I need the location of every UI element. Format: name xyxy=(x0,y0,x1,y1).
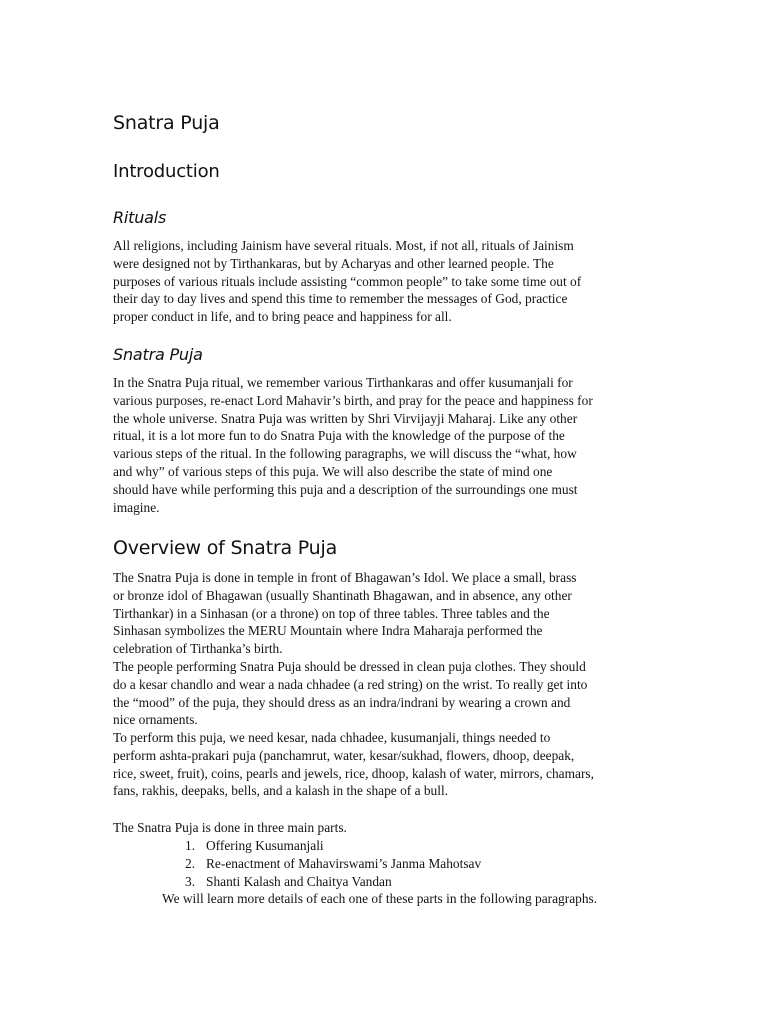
overview-paragraph-temple xyxy=(113,569,673,658)
text-line: The Snatra Puja is done in temple in front of Bhagawan’s Idol. We place a small, brass xyxy=(113,570,577,585)
list-item xyxy=(185,837,481,855)
list-text: Shanti Kalash and Chaitya Vandan xyxy=(206,873,392,889)
list-item xyxy=(185,873,481,891)
list-number: 3. xyxy=(185,873,196,889)
text-line: celebration of Tirthanka’s birth. xyxy=(113,641,283,657)
rituals-heading: Rituals xyxy=(113,208,167,227)
overview-heading: Overview of Snatra Puja xyxy=(113,537,338,559)
text-line: imagine. xyxy=(113,499,160,515)
text-line: and why” of various steps of this puja. We will also describe the state of mind one xyxy=(113,463,553,479)
text-line: various purposes, re-enact Lord Mahavir’s birth, and pray for the peace and happiness for xyxy=(113,392,593,408)
list-text: Offering Kusumanjali xyxy=(206,838,324,853)
text-line: or bronze idol of Bhagawan (usually Shantinath Bhagawan, and in absence, any other xyxy=(113,587,572,603)
text-line: fans, rakhis, deepaks, bells, and a kalash in the shape of a bull. xyxy=(113,783,449,799)
list-text: Re-enactment of Mahavirswami’s Janma Mahotsav xyxy=(206,855,482,871)
list-number: 1. xyxy=(185,838,196,853)
list-item xyxy=(185,855,481,873)
document-title: Snatra Puja xyxy=(113,112,220,134)
overview-paragraph-items xyxy=(113,729,673,800)
text-line: In the Snatra Puja ritual, we remember various Tirthankaras and offer kusumanjali for xyxy=(113,375,573,390)
parts-list xyxy=(185,837,481,890)
text-line: do a kesar chandlo and wear a nada chhadee (a red string) on the wrist. To really get into xyxy=(113,676,588,692)
text-line: Tirthankar) in a Sinhasan (or a throne) on top of three tables. Three tables and the xyxy=(113,605,550,621)
overview-paragraph-dress xyxy=(113,658,673,729)
text-line: perform ashta-prakari puja (panchamrut, water, kesar/sukhad, flowers, dhoop, deepak, xyxy=(113,747,575,763)
text-line: the whole universe. Snatra Puja was written by Shri Virvijayji Maharaj. Like any other xyxy=(113,410,578,426)
text-line: were designed not by Tirthankaras, but by Acharyas and other learned people. The xyxy=(113,255,554,271)
parts-intro xyxy=(113,819,673,837)
text-line: All religions, including Jainism have several rituals. Most, if not all, rituals of Jainism xyxy=(113,238,574,253)
list-number: 2. xyxy=(185,855,196,871)
text-line: rice, sweet, fruit), coins, pearls and jewels, rice, dhoop, kalash of water, mirrors, chamars, xyxy=(113,765,594,781)
snatra-puja-paragraph xyxy=(113,374,673,516)
text-line: The Snatra Puja is done in three main parts. xyxy=(113,820,347,835)
text-line: the “mood” of the puja, they should dress as an indra/indrani by wearing a crown and xyxy=(113,694,571,710)
text-line: their day to day lives and spend this time to remember the messages of God, practice xyxy=(113,291,568,307)
text-line: To perform this puja, we need kesar, nada chhadee, kusumanjali, things needed to xyxy=(113,730,551,745)
text-line: ritual, it is a lot more fun to do Snatra Puja with the knowledge of the purpose of the xyxy=(113,428,565,444)
text-line: various steps of the ritual. In the following paragraphs, we will discuss the “what, how xyxy=(113,446,577,462)
rituals-paragraph xyxy=(113,237,673,326)
text-line: proper conduct in life, and to bring peace and happiness for all. xyxy=(113,309,452,325)
text-line: should have while performing this puja and a description of the surroundings one must xyxy=(113,481,578,497)
introduction-heading: Introduction xyxy=(113,161,220,182)
text-line: The people performing Snatra Puja should be dressed in clean puja clothes. They should xyxy=(113,659,586,674)
text-line: nice ornaments. xyxy=(113,712,198,728)
snatra-puja-heading: Snatra Puja xyxy=(113,345,203,364)
closing-sentence: We will learn more details of each one of these parts in the following paragraphs. xyxy=(162,891,598,906)
text-line: Sinhasan symbolizes the MERU Mountain where Indra Maharaja performed the xyxy=(113,623,543,639)
text-line: purposes of various rituals include assisting “common people” to take some time out of xyxy=(113,273,582,289)
